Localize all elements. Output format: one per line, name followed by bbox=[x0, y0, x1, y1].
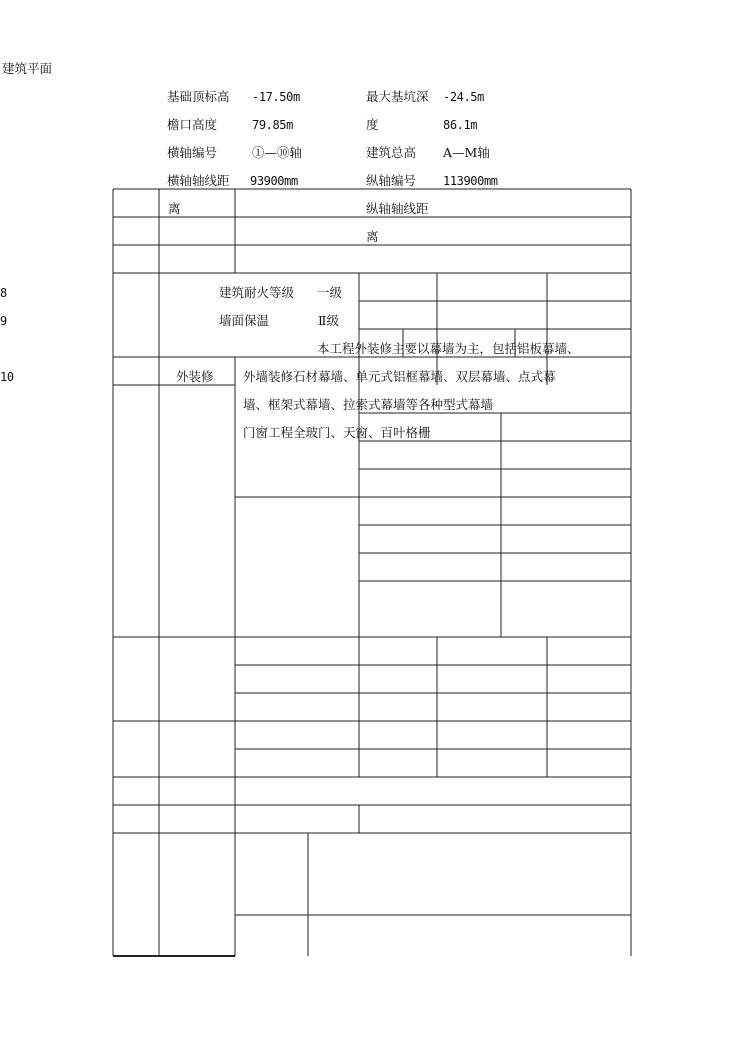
li-char: 离 bbox=[168, 201, 181, 216]
hdist-label: 横轴轴线距 bbox=[167, 173, 230, 188]
li-char-2: 离 bbox=[366, 229, 379, 244]
pit-value: -24.5m bbox=[443, 90, 484, 104]
du-label: 度 bbox=[366, 117, 379, 132]
exterior-finish-label: 外装修 bbox=[176, 369, 214, 384]
fire-rating-label: 建筑耐火等级 bbox=[219, 285, 295, 300]
row-number-8: 8 bbox=[0, 286, 7, 300]
total-height-value: A—M轴 bbox=[443, 145, 490, 160]
foundation-label: 基础顶标高 bbox=[167, 89, 230, 104]
haxis-value: ①—⑩轴 bbox=[252, 145, 303, 160]
vaxis-label: 纵轴编号 bbox=[366, 173, 417, 188]
hdist-value: 93900mm bbox=[250, 174, 298, 188]
description-line-4: 门窗工程全玻门、天窗、百叶格栅 bbox=[243, 425, 431, 440]
page-title: 建筑平面 bbox=[2, 61, 53, 76]
description-line-2: 外墙装修石材幕墙、单元式铝框幕墙、双层幕墙、点式幕 bbox=[243, 369, 556, 384]
row-number-9: 9 bbox=[0, 314, 7, 328]
description-line-3: 墙、框架式幕墙、拉索式幕墙等各种型式幕墙 bbox=[243, 397, 494, 412]
wall-insulation-label: 墙面保温 bbox=[219, 313, 270, 328]
haxis-label: 横轴编号 bbox=[167, 145, 218, 160]
row-number-10: 10 bbox=[0, 370, 14, 384]
eave-label: 檐口高度 bbox=[167, 117, 218, 132]
pit-label: 最大基坑深 bbox=[366, 89, 429, 104]
eave-value: 79.85m bbox=[252, 118, 293, 132]
wall-insulation-value: Ⅱ级 bbox=[318, 313, 339, 328]
description-line-1: 本工程外装修主要以幕墙为主，包括铝板幕墙、 bbox=[317, 341, 580, 356]
fire-rating-value: 一级 bbox=[317, 285, 343, 300]
vaxis-value: 113900mm bbox=[443, 174, 498, 188]
total-height-label: 建筑总高 bbox=[366, 145, 417, 160]
foundation-value: -17.50m bbox=[252, 90, 300, 104]
vdist-label: 纵轴轴线距 bbox=[366, 201, 429, 216]
du-value: 86.1m bbox=[443, 118, 478, 132]
